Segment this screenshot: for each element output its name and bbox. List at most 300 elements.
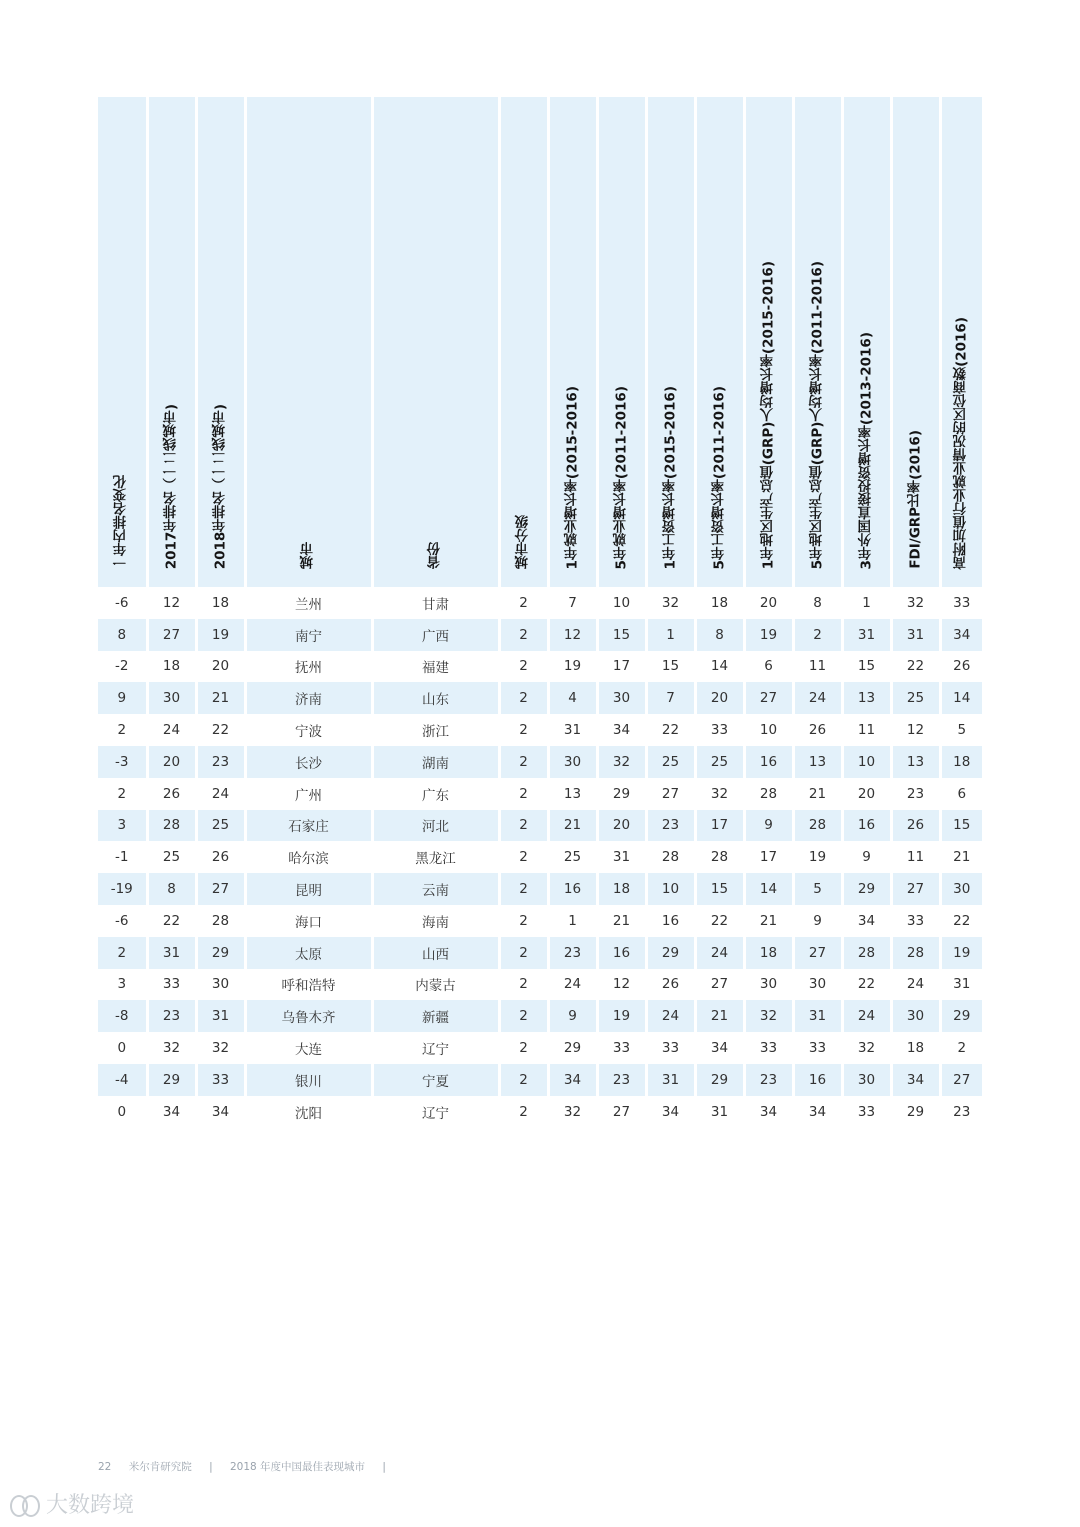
table-cell: 24 — [196, 778, 245, 810]
column-header — [793, 97, 842, 587]
table-cell: 25 — [646, 746, 695, 778]
table-cell: 13 — [891, 746, 940, 778]
table-cell: 2 — [499, 873, 548, 905]
table-cell: 19 — [196, 619, 245, 651]
table-cell: 22 — [695, 905, 744, 937]
table-cell: 甘肃 — [372, 587, 499, 619]
table-cell: 1 — [548, 905, 597, 937]
column-header — [196, 97, 245, 587]
table-cell: 34 — [793, 1096, 842, 1128]
table-cell: 33 — [842, 1096, 891, 1128]
table-cell: 2 — [499, 682, 548, 714]
table-cell: 14 — [695, 651, 744, 683]
table-cell: 1 — [646, 619, 695, 651]
table-cell: 18 — [196, 587, 245, 619]
table-cell: 25 — [891, 682, 940, 714]
table-cell: 19 — [597, 1000, 646, 1032]
table-cell: 32 — [744, 1000, 793, 1032]
table-cell: 23 — [940, 1096, 982, 1128]
table-cell: 2 — [499, 587, 548, 619]
table-cell: -1 — [98, 841, 147, 873]
table-cell: 27 — [147, 619, 196, 651]
table-cell: 2 — [499, 1032, 548, 1064]
column-header-label: FDI/GRP比率(2016) — [906, 430, 923, 569]
table-cell: 12 — [597, 969, 646, 1001]
column-header-label: 一年内排名变化 — [113, 474, 129, 569]
table-cell: 0 — [98, 1032, 147, 1064]
table-cell: 30 — [891, 1000, 940, 1032]
table-cell: 8 — [695, 619, 744, 651]
table-cell: 31 — [646, 1064, 695, 1096]
table-cell: 20 — [695, 682, 744, 714]
table-cell: 10 — [842, 746, 891, 778]
table-cell: 21 — [940, 841, 982, 873]
column-header-label: 3年外国直接投资增长率(2013-2016) — [857, 331, 874, 569]
table-cell: 5 — [793, 873, 842, 905]
table-cell: 2 — [98, 714, 147, 746]
table-cell: 21 — [548, 810, 597, 842]
table-cell: 12 — [548, 619, 597, 651]
table-cell: 8 — [147, 873, 196, 905]
column-header-label: 城市 — [299, 542, 316, 569]
table-cell: 31 — [695, 1096, 744, 1128]
table-cell: 23 — [646, 810, 695, 842]
table-cell: 25 — [147, 841, 196, 873]
column-header — [98, 97, 147, 587]
table-cell: 13 — [793, 746, 842, 778]
table-cell: 25 — [196, 810, 245, 842]
table-cell: 23 — [597, 1064, 646, 1096]
table-cell: 29 — [196, 937, 245, 969]
table-cell: 11 — [793, 651, 842, 683]
table-cell: 1 — [842, 587, 891, 619]
table-cell: 新疆 — [372, 1000, 499, 1032]
table-cell: 24 — [793, 682, 842, 714]
footer-report-title: 2018 年度中国最佳表现城市 — [229, 1461, 366, 1473]
table-cell: 广州 — [245, 778, 372, 810]
table-cell: 24 — [891, 969, 940, 1001]
table-cell: 抚州 — [245, 651, 372, 683]
table-row — [98, 651, 982, 683]
table-cell: 2 — [499, 651, 548, 683]
table-cell: 辽宁 — [372, 1032, 499, 1064]
table-cell: 30 — [793, 969, 842, 1001]
table-cell: 10 — [597, 587, 646, 619]
table-cell: 33 — [744, 1032, 793, 1064]
table-cell: 29 — [940, 1000, 982, 1032]
table-cell: 8 — [793, 587, 842, 619]
table-cell: 26 — [196, 841, 245, 873]
table-cell: 2 — [98, 778, 147, 810]
table-cell: 14 — [744, 873, 793, 905]
column-header — [842, 97, 891, 587]
table-cell: 沈阳 — [245, 1096, 372, 1128]
table-cell: 28 — [842, 937, 891, 969]
table-cell: 19 — [744, 619, 793, 651]
column-header-label: 5年工资增长率(2011-2016) — [710, 385, 727, 569]
table-cell: 海南 — [372, 905, 499, 937]
table-cell: 24 — [548, 969, 597, 1001]
table-cell: 广西 — [372, 619, 499, 651]
table-cell: 2 — [499, 746, 548, 778]
table-row — [98, 873, 982, 905]
table-cell: 17 — [695, 810, 744, 842]
table-cell: 32 — [646, 587, 695, 619]
table-cell: 27 — [196, 873, 245, 905]
table-cell: 2 — [499, 1096, 548, 1128]
table-cell: 9 — [548, 1000, 597, 1032]
table-cell: 12 — [891, 714, 940, 746]
header-row — [98, 97, 982, 587]
table-cell: 23 — [891, 778, 940, 810]
table-cell: 31 — [891, 619, 940, 651]
table-cell: 15 — [597, 619, 646, 651]
table-cell: 34 — [147, 1096, 196, 1128]
table-cell: 34 — [940, 619, 982, 651]
city-ranking-table — [98, 97, 982, 1128]
table-cell: 34 — [548, 1064, 597, 1096]
table-cell: 33 — [695, 714, 744, 746]
column-header — [940, 97, 982, 587]
table-cell: 27 — [793, 937, 842, 969]
table-cell: 22 — [940, 905, 982, 937]
table-cell: 银川 — [245, 1064, 372, 1096]
column-header — [499, 97, 548, 587]
column-header — [646, 97, 695, 587]
table-row — [98, 1000, 982, 1032]
table-cell: 6 — [744, 651, 793, 683]
table-cell: 云南 — [372, 873, 499, 905]
table-cell: 23 — [196, 746, 245, 778]
table-cell: 南宁 — [245, 619, 372, 651]
table-cell: 34 — [597, 714, 646, 746]
table-row — [98, 714, 982, 746]
table-cell: 33 — [147, 969, 196, 1001]
table-cell: 山西 — [372, 937, 499, 969]
table-cell: 18 — [147, 651, 196, 683]
table-row — [98, 778, 982, 810]
table-cell: 28 — [891, 937, 940, 969]
table-cell: 29 — [842, 873, 891, 905]
table-cell: -2 — [98, 651, 147, 683]
table-row — [98, 1032, 982, 1064]
table-cell: 长沙 — [245, 746, 372, 778]
table-cell: -19 — [98, 873, 147, 905]
table-cell: 16 — [646, 905, 695, 937]
table-cell: 宁波 — [245, 714, 372, 746]
table-cell: 山东 — [372, 682, 499, 714]
table-cell: 24 — [842, 1000, 891, 1032]
column-header — [891, 97, 940, 587]
table-cell: 0 — [98, 1096, 147, 1128]
column-header-label: 5年就业增长率(2011-2016) — [612, 385, 629, 569]
table-cell: 16 — [744, 746, 793, 778]
table-body — [98, 587, 982, 1128]
table-cell: 呼和浩特 — [245, 969, 372, 1001]
column-header — [597, 97, 646, 587]
table-cell: -8 — [98, 1000, 147, 1032]
table-cell: 河北 — [372, 810, 499, 842]
table-row — [98, 746, 982, 778]
watermark — [10, 1488, 134, 1519]
table-cell: 4 — [548, 682, 597, 714]
table-cell: 30 — [196, 969, 245, 1001]
table-cell: 13 — [548, 778, 597, 810]
table-cell: 29 — [597, 778, 646, 810]
table-cell: 福建 — [372, 651, 499, 683]
table-cell: 28 — [147, 810, 196, 842]
table-cell: 14 — [940, 682, 982, 714]
table-cell: 15 — [695, 873, 744, 905]
table-cell: 3 — [98, 969, 147, 1001]
table-cell: 27 — [744, 682, 793, 714]
footer-separator: | — [209, 1461, 213, 1473]
table-cell: 33 — [793, 1032, 842, 1064]
table-cell: 7 — [646, 682, 695, 714]
table-cell: 33 — [940, 587, 982, 619]
table-cell: 18 — [940, 746, 982, 778]
table-cell: 27 — [940, 1064, 982, 1096]
table-cell: 32 — [147, 1032, 196, 1064]
table-cell: 19 — [793, 841, 842, 873]
table-cell: 18 — [695, 587, 744, 619]
column-header-label: 1年就业增长率(2015-2016) — [563, 385, 580, 569]
table-cell: 23 — [147, 1000, 196, 1032]
table-cell: 2 — [499, 619, 548, 651]
table-cell: 32 — [597, 746, 646, 778]
column-header-label: 1年工资增长率(2015-2016) — [661, 385, 678, 569]
table-cell: 19 — [940, 937, 982, 969]
table-cell: 34 — [695, 1032, 744, 1064]
footer-separator-end: | — [382, 1461, 386, 1473]
table-cell: 大连 — [245, 1032, 372, 1064]
table-cell: 29 — [695, 1064, 744, 1096]
table-cell: 9 — [793, 905, 842, 937]
table-cell: 33 — [196, 1064, 245, 1096]
table-cell: 21 — [695, 1000, 744, 1032]
table-cell: 18 — [891, 1032, 940, 1064]
table-cell: 28 — [196, 905, 245, 937]
table-row — [98, 969, 982, 1001]
table-row — [98, 905, 982, 937]
table-cell: 济南 — [245, 682, 372, 714]
table-cell: 25 — [695, 746, 744, 778]
table-cell: 28 — [646, 841, 695, 873]
table-cell: 32 — [196, 1032, 245, 1064]
table-cell: 12 — [147, 587, 196, 619]
table-cell: 34 — [842, 905, 891, 937]
table-cell: 20 — [744, 587, 793, 619]
table-cell: 24 — [695, 937, 744, 969]
table-cell: 9 — [98, 682, 147, 714]
page-number: 22 — [98, 1461, 112, 1473]
table-cell: 17 — [744, 841, 793, 873]
table-cell: -4 — [98, 1064, 147, 1096]
table-row — [98, 1064, 982, 1096]
column-header-label: 高附加值行业就业情况的区位商数(2016) — [953, 316, 969, 569]
column-header-label: 2018年排名（一二线城市) — [211, 403, 228, 569]
table-cell: 20 — [196, 651, 245, 683]
table-cell: 16 — [793, 1064, 842, 1096]
table-cell: 2 — [499, 905, 548, 937]
table-cell: 26 — [793, 714, 842, 746]
table-cell: 浙江 — [372, 714, 499, 746]
table-cell: 2 — [98, 937, 147, 969]
table-cell: 2 — [499, 810, 548, 842]
table-cell: 30 — [744, 969, 793, 1001]
table-row — [98, 587, 982, 619]
table-cell: 22 — [842, 969, 891, 1001]
watermark-text: 大数跨境 — [46, 1493, 135, 1518]
table-cell: 16 — [548, 873, 597, 905]
table-cell: 海口 — [245, 905, 372, 937]
table-cell: 31 — [196, 1000, 245, 1032]
table-cell: 18 — [597, 873, 646, 905]
column-header — [372, 97, 499, 587]
table-cell: 20 — [842, 778, 891, 810]
table-cell: 9 — [744, 810, 793, 842]
table-cell: 26 — [646, 969, 695, 1001]
table-cell: 28 — [793, 810, 842, 842]
table-cell: 31 — [147, 937, 196, 969]
table-row — [98, 619, 982, 651]
table-cell: 30 — [940, 873, 982, 905]
table-cell: -6 — [98, 587, 147, 619]
table-cell: 23 — [548, 937, 597, 969]
column-header — [744, 97, 793, 587]
column-header-label: 5年地区生产总值(GRP)人均增长率(2011-2016) — [808, 260, 825, 569]
table-cell: 31 — [548, 714, 597, 746]
table-cell: 黑龙江 — [372, 841, 499, 873]
table-cell: 32 — [548, 1096, 597, 1128]
table-cell: 太原 — [245, 937, 372, 969]
table-cell: 16 — [597, 937, 646, 969]
table-cell: 22 — [196, 714, 245, 746]
table-header — [98, 97, 982, 587]
table-cell: 32 — [695, 778, 744, 810]
table-cell: 辽宁 — [372, 1096, 499, 1128]
table-cell: 13 — [842, 682, 891, 714]
table-cell: 15 — [940, 810, 982, 842]
column-header-label: 1年地区生产总值(GRP)人均增长率(2015-2016) — [759, 260, 776, 569]
table-cell: 30 — [597, 682, 646, 714]
table-cell: 石家庄 — [245, 810, 372, 842]
table-cell: 30 — [147, 682, 196, 714]
table-cell: 11 — [842, 714, 891, 746]
table-cell: 29 — [646, 937, 695, 969]
table-cell: 15 — [646, 651, 695, 683]
table-cell: 34 — [891, 1064, 940, 1096]
table-cell: 2 — [499, 778, 548, 810]
table-cell: 29 — [548, 1032, 597, 1064]
table-cell: 25 — [548, 841, 597, 873]
table-cell: 34 — [196, 1096, 245, 1128]
column-header-label: 省份 — [426, 542, 443, 569]
table-cell: 8 — [98, 619, 147, 651]
table-cell: 17 — [597, 651, 646, 683]
table-cell: 哈尔滨 — [245, 841, 372, 873]
table-cell: 28 — [695, 841, 744, 873]
table-cell: 乌鲁木齐 — [245, 1000, 372, 1032]
table-row — [98, 841, 982, 873]
table-cell: 19 — [548, 651, 597, 683]
table-cell: 29 — [891, 1096, 940, 1128]
column-header — [245, 97, 372, 587]
table-cell: -6 — [98, 905, 147, 937]
table-cell: 32 — [891, 587, 940, 619]
table-cell: 22 — [891, 651, 940, 683]
table-cell: 30 — [548, 746, 597, 778]
table-cell: 2 — [499, 937, 548, 969]
table-cell: 15 — [842, 651, 891, 683]
table-cell: 27 — [695, 969, 744, 1001]
table-cell: 22 — [147, 905, 196, 937]
table-cell: 21 — [196, 682, 245, 714]
table-cell: 24 — [646, 1000, 695, 1032]
table-cell: 2 — [499, 841, 548, 873]
column-header-label: 城市分级 — [514, 515, 531, 569]
column-header — [695, 97, 744, 587]
table-row — [98, 937, 982, 969]
table-cell: 33 — [597, 1032, 646, 1064]
table-cell: 27 — [646, 778, 695, 810]
table-cell: 26 — [940, 651, 982, 683]
table-cell: 10 — [646, 873, 695, 905]
table-cell: 26 — [891, 810, 940, 842]
table-cell: 23 — [744, 1064, 793, 1096]
table-cell: 2 — [499, 714, 548, 746]
table-cell: 20 — [597, 810, 646, 842]
table-cell: 27 — [891, 873, 940, 905]
table-row — [98, 682, 982, 714]
table-cell: 昆明 — [245, 873, 372, 905]
table-cell: 2 — [499, 1064, 548, 1096]
table-cell: 22 — [646, 714, 695, 746]
table-cell: 2 — [940, 1032, 982, 1064]
column-header — [548, 97, 597, 587]
table-cell: 31 — [842, 619, 891, 651]
table-cell: 2 — [499, 969, 548, 1001]
table-cell: 31 — [597, 841, 646, 873]
table-cell: 内蒙古 — [372, 969, 499, 1001]
table-cell: 20 — [147, 746, 196, 778]
table-cell: 27 — [597, 1096, 646, 1128]
table-cell: 21 — [793, 778, 842, 810]
table-cell: -3 — [98, 746, 147, 778]
column-header — [147, 97, 196, 587]
table-cell: 2 — [499, 1000, 548, 1032]
table-cell: 兰州 — [245, 587, 372, 619]
watermark-logo-icon — [10, 1492, 40, 1516]
table-cell: 3 — [98, 810, 147, 842]
table-cell: 33 — [646, 1032, 695, 1064]
table-cell: 30 — [842, 1064, 891, 1096]
table-cell: 28 — [744, 778, 793, 810]
table-cell: 18 — [744, 937, 793, 969]
table-cell: 6 — [940, 778, 982, 810]
table-cell: 32 — [842, 1032, 891, 1064]
table-cell: 广东 — [372, 778, 499, 810]
table-cell: 湖南 — [372, 746, 499, 778]
table-cell: 24 — [147, 714, 196, 746]
page-footer — [98, 1459, 400, 1474]
table-cell: 16 — [842, 810, 891, 842]
table-cell: 33 — [891, 905, 940, 937]
table-row — [98, 1096, 982, 1128]
table-cell: 11 — [891, 841, 940, 873]
table-cell: 21 — [744, 905, 793, 937]
table-cell: 31 — [940, 969, 982, 1001]
